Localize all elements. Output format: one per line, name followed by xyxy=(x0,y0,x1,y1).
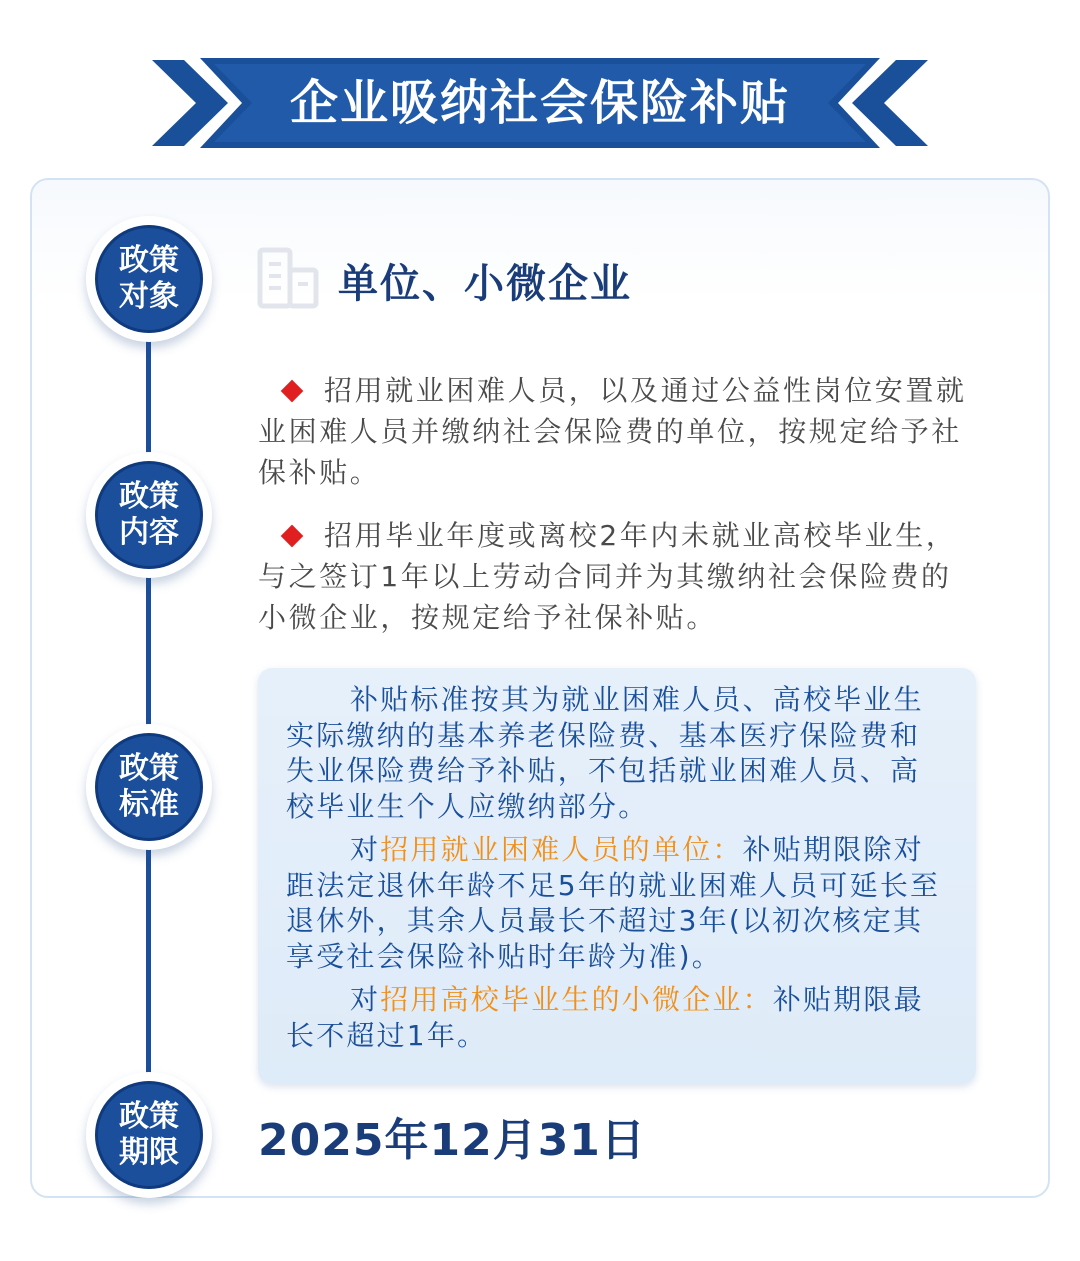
clause-highlight: 招用就业困难人员的单位： xyxy=(380,833,743,866)
section-badge-policy-standard xyxy=(86,724,212,850)
badge-label: 政策 xyxy=(119,751,179,786)
badge-label: 期限 xyxy=(119,1135,179,1170)
policy-content-text: 招用毕业年度或离校2年内未就业高校毕业生，与之签订1年以上劳动合同并为其缴纳社会保险费的小微企业，按规定给予社保补贴。 xyxy=(258,519,957,634)
policy-content-item xyxy=(258,370,974,493)
badge-label: 对象 xyxy=(119,279,179,314)
policy-standard-box xyxy=(258,668,976,1084)
clause-text: 补贴期限最长不超过1年。 xyxy=(286,983,924,1052)
badge-label: 政策 xyxy=(119,479,179,514)
standard-clause xyxy=(286,982,946,1053)
policy-deadline-date: 2025年12月31日 xyxy=(258,1115,646,1166)
title-banner xyxy=(0,56,1080,150)
standard-intro xyxy=(286,682,946,824)
badge-label: 标准 xyxy=(119,787,179,822)
badge-label: 政策 xyxy=(119,243,179,278)
policy-target-text: 单位、小微企业 xyxy=(338,261,632,307)
standard-intro-text: 补贴标准按其为就业困难人员、高校毕业生实际缴纳的基本养老保险费、基本医疗保险费和失业保险费给予补贴，不包括就业困难人员、高校毕业生个人应缴纳部分。 xyxy=(286,683,924,823)
clause-prefix: 对 xyxy=(350,983,381,1016)
badge-label: 政策 xyxy=(119,1099,179,1134)
clause-prefix: 对 xyxy=(350,833,381,866)
section-badge-policy-content xyxy=(86,452,212,578)
diamond-bullet-icon xyxy=(281,379,304,402)
timeline-line xyxy=(146,260,151,1140)
policy-content-text: 招用就业困难人员，以及通过公益性岗位安置就业困难人员并缴纳社会保险费的单位，按规定给予社保补贴。 xyxy=(258,374,967,489)
section-badge-policy-target xyxy=(86,216,212,342)
policy-content-item xyxy=(258,515,974,638)
clause-text: 补贴期限除对距法定退休年龄不足5年的就业困难人员可延长至退休外，其余人员最长不超过3年(以初次核定其享受社会保险补贴时年龄为准)。 xyxy=(286,833,941,973)
badge-label: 内容 xyxy=(119,515,179,550)
standard-clause xyxy=(286,832,946,974)
diamond-bullet-icon xyxy=(281,524,304,547)
page-title: 企业吸纳社会保险补贴 xyxy=(289,75,790,131)
building-icon xyxy=(256,244,320,310)
clause-highlight: 招用高校毕业生的小微企业： xyxy=(380,983,773,1016)
section-badge-policy-deadline xyxy=(86,1072,212,1198)
